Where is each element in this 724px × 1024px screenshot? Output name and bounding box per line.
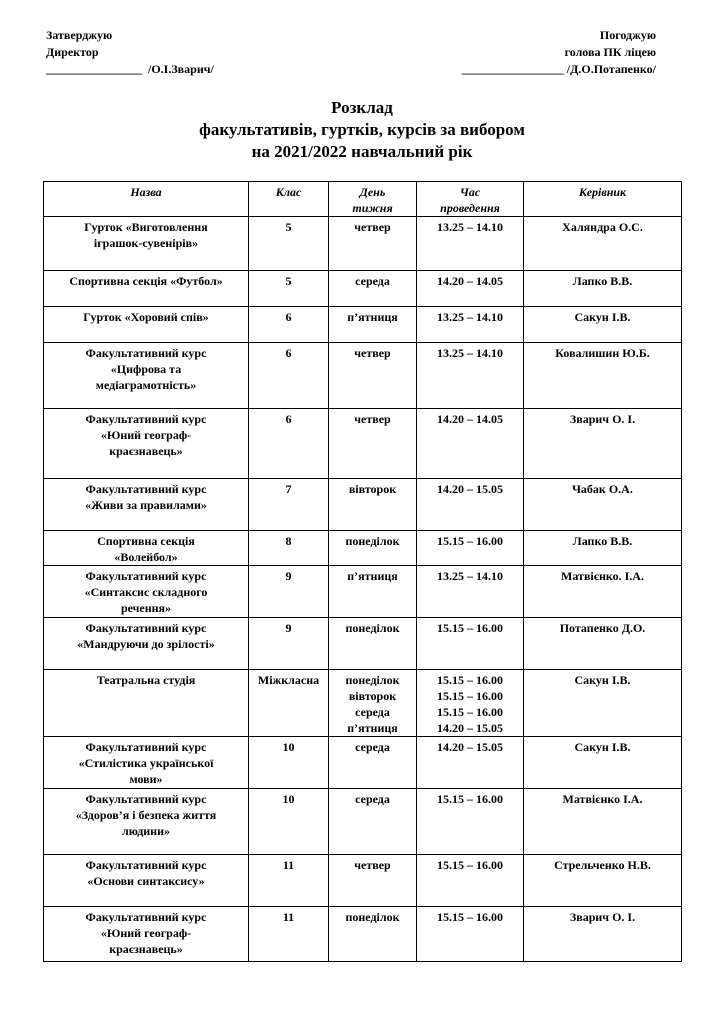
title-line-2: факультативів, гуртків, курсів за вибором xyxy=(199,120,525,139)
cell-day: середа xyxy=(329,271,417,307)
cell-day: п’ятниця xyxy=(329,566,417,618)
cell-class: 6 xyxy=(249,307,329,343)
cell-leader: Сакун І.В. xyxy=(524,737,682,789)
cell-time: 15.15 – 16.00 xyxy=(417,855,524,907)
cell-class: 11 xyxy=(249,855,329,907)
cell-name: Спортивна секція «Волейбол» xyxy=(44,531,249,566)
cell-time: 13.25 – 14.10 xyxy=(417,566,524,618)
column-header-day: День тижня xyxy=(329,182,417,217)
table-row xyxy=(44,907,682,962)
cell-class: 11 xyxy=(249,907,329,962)
cell-time: 14.20 – 15.05 xyxy=(417,479,524,531)
column-header-time: Час проведення xyxy=(417,182,524,217)
cell-name: Факультативний курс «Мандруючи до зрілості» xyxy=(44,618,249,670)
column-header-name: Назва xyxy=(44,182,249,217)
column-header-leader: Керівник xyxy=(524,182,682,217)
cell-day: четвер xyxy=(329,855,417,907)
cell-day: середа xyxy=(329,737,417,789)
director-signature-line: ________________ /О.І.Зварич/ xyxy=(46,62,214,76)
cell-time: 13.25 – 14.10 xyxy=(417,307,524,343)
cell-leader: Чабак О.А. xyxy=(524,479,682,531)
approval-label: Затверджую xyxy=(46,28,113,42)
column-header-class: Клас xyxy=(249,182,329,217)
cell-leader: Ковалишин Ю.Б. xyxy=(524,343,682,409)
cell-day: понеділок xyxy=(329,907,417,962)
cell-class: 6 xyxy=(249,343,329,409)
cell-class: 10 xyxy=(249,737,329,789)
approval-block-director xyxy=(46,27,214,78)
cell-leader: Потапенко Д.О. xyxy=(524,618,682,670)
cell-time: 14.20 – 14.05 xyxy=(417,409,524,479)
table-row xyxy=(44,855,682,907)
table-row xyxy=(44,343,682,409)
cell-time: 13.25 – 14.10 xyxy=(417,343,524,409)
cell-time: 14.20 – 15.05 xyxy=(417,737,524,789)
cell-name: Гурток «Виготовлення іграшок-сувенірів» xyxy=(44,217,249,271)
cell-name: Театральна студія xyxy=(44,670,249,737)
cell-day: вівторок xyxy=(329,479,417,531)
cell-name: Гурток «Хоровий спів» xyxy=(44,307,249,343)
cell-day: середа xyxy=(329,789,417,855)
union-head-signature-line: _________________ /Д.О.Потапенко/ xyxy=(461,62,656,76)
cell-leader: Сакун І.В. xyxy=(524,307,682,343)
cell-class: 8 xyxy=(249,531,329,566)
title-line-1: Розклад xyxy=(331,98,393,117)
title-line-3: на 2021/2022 навчальний рік xyxy=(251,142,473,161)
cell-class: 7 xyxy=(249,479,329,531)
table-row xyxy=(44,307,682,343)
cell-time: 15.15 – 16.00 xyxy=(417,789,524,855)
table-row xyxy=(44,737,682,789)
approval-block-union xyxy=(462,27,656,78)
cell-class: 9 xyxy=(249,566,329,618)
cell-leader: Халяндра О.С. xyxy=(524,217,682,271)
cell-leader: Зварич О. І. xyxy=(524,409,682,479)
table-row xyxy=(44,217,682,271)
cell-name: Факультативний курс «Здоров’я і безпека життя людини» xyxy=(44,789,249,855)
cell-time: 15.15 – 16.00 xyxy=(417,531,524,566)
cell-time: 15.15 – 16.00 15.15 – 16.00 15.15 – 16.00 14.20 – 15.05 xyxy=(417,670,524,737)
cell-time: 13.25 – 14.10 xyxy=(417,217,524,271)
cell-name: Факультативний курс «Основи синтаксису» xyxy=(44,855,249,907)
table-header-row xyxy=(44,182,682,217)
cell-class: 5 xyxy=(249,217,329,271)
cell-class: 10 xyxy=(249,789,329,855)
cell-day: понеділок вівторок середа п’ятниця xyxy=(329,670,417,737)
cell-day: понеділок xyxy=(329,531,417,566)
document-title xyxy=(0,97,724,163)
cell-leader: Лапко В.В. xyxy=(524,531,682,566)
cell-leader: Сакун І.В. xyxy=(524,670,682,737)
cell-leader: Матвієнко І.А. xyxy=(524,789,682,855)
cell-name: Факультативний курс «Стилістика української мови» xyxy=(44,737,249,789)
table-row xyxy=(44,409,682,479)
cell-class: 6 xyxy=(249,409,329,479)
cell-class: Міжкласна xyxy=(249,670,329,737)
table-row xyxy=(44,670,682,737)
cell-name: Факультативний курс «Юний географ- краєзнавець» xyxy=(44,907,249,962)
cell-class: 5 xyxy=(249,271,329,307)
cell-name: Факультативний курс «Синтаксис складного речення» xyxy=(44,566,249,618)
approval-position: Директор xyxy=(46,45,99,59)
table-row xyxy=(44,271,682,307)
table-row xyxy=(44,566,682,618)
cell-day: четвер xyxy=(329,409,417,479)
cell-time: 15.15 – 16.00 xyxy=(417,907,524,962)
table-row xyxy=(44,479,682,531)
cell-time: 15.15 – 16.00 xyxy=(417,618,524,670)
cell-time: 14.20 – 14.05 xyxy=(417,271,524,307)
table-row xyxy=(44,789,682,855)
cell-leader: Лапко В.В. xyxy=(524,271,682,307)
cell-leader: Матвієнко. І.А. xyxy=(524,566,682,618)
cell-day: четвер xyxy=(329,217,417,271)
cell-class: 9 xyxy=(249,618,329,670)
cell-name: Факультативний курс «Юний географ- краєзнавець» xyxy=(44,409,249,479)
cell-day: п’ятниця xyxy=(329,307,417,343)
cell-name: Факультативний курс «Цифрова та медіаграмотність» xyxy=(44,343,249,409)
cell-day: четвер xyxy=(329,343,417,409)
cell-leader: Стрельченко Н.В. xyxy=(524,855,682,907)
cell-day: понеділок xyxy=(329,618,417,670)
table-row xyxy=(44,531,682,566)
cell-leader: Зварич О. І. xyxy=(524,907,682,962)
agreement-position: голова ПК ліцею xyxy=(564,45,656,59)
cell-name: Факультативний курс «Живи за правилами» xyxy=(44,479,249,531)
table-row xyxy=(44,618,682,670)
cell-name: Спортивна секція «Футбол» xyxy=(44,271,249,307)
schedule-table xyxy=(43,181,682,962)
agreement-label: Погоджую xyxy=(599,28,656,42)
